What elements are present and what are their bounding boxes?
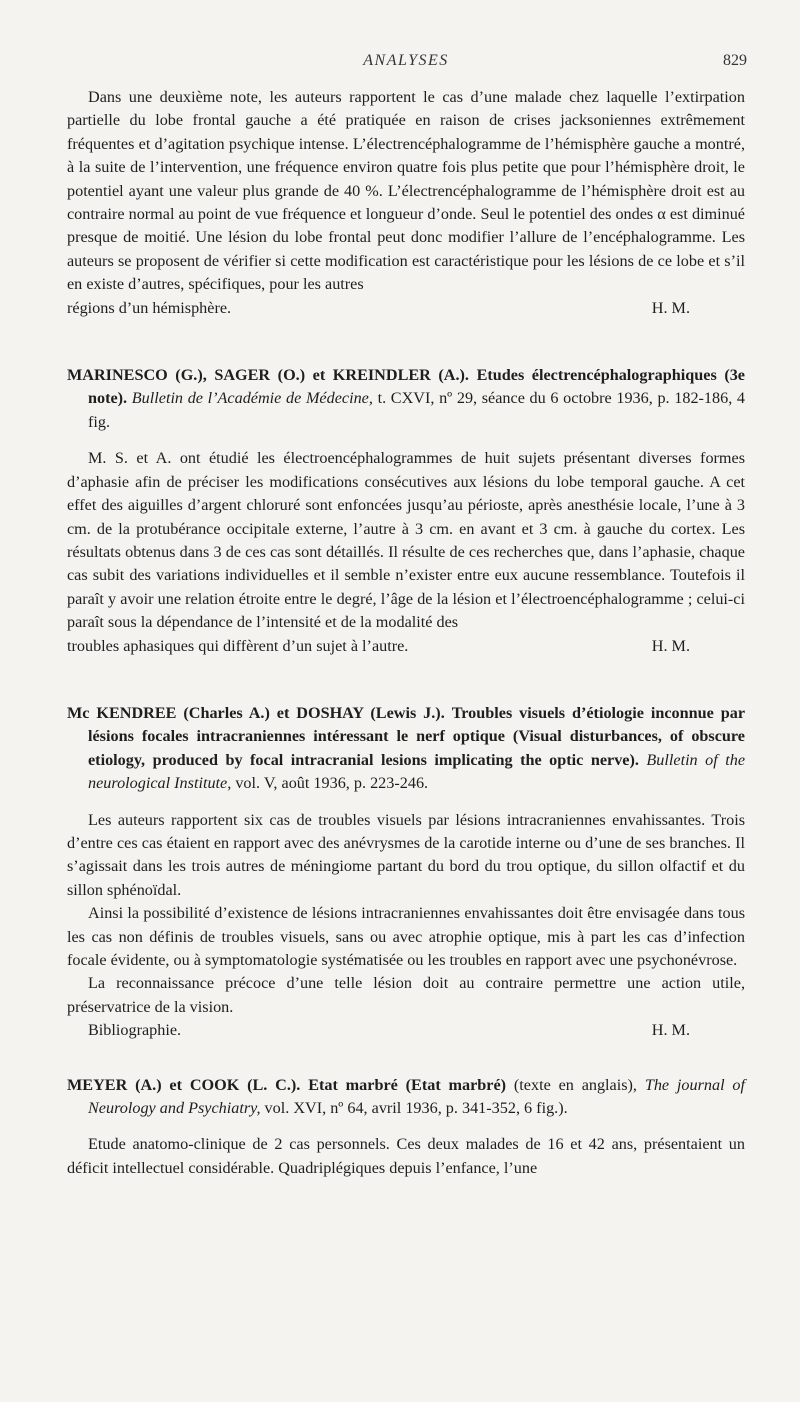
mckendree-signoff [67, 1019, 745, 1042]
running-head [67, 52, 745, 86]
ref-details: vol. V, août 1936, p. 223-246. [235, 774, 429, 793]
ref-title: Etat marbré (Etat marbré) [308, 1075, 507, 1094]
reference-meyer [67, 1074, 745, 1121]
marinesco-signoff [67, 635, 745, 658]
ref-journal: The journal of Neurology and Psychiatry, [88, 1075, 746, 1118]
ref-note: (texte en anglais), [513, 1075, 637, 1094]
ref-authors: MARINESCO (G.), SAGER (O.) et KREINDLER (A.). [67, 366, 469, 385]
reference-marinesco [67, 364, 745, 434]
ref-details: t. CXVI, nº 29, séance du 6 octobre 1936, p. 182-186, 4 fig. [88, 389, 746, 431]
ref-authors: Mc KENDREE (Charles A.) et DOSHAY (Lewis J.). [67, 703, 445, 722]
bibliography-label: Bibliographie. [88, 1021, 182, 1040]
signoff-text: régions d’un hémisphère. [67, 298, 232, 317]
page-number: 829 [723, 52, 747, 69]
running-title: ANALYSES [363, 52, 449, 69]
ref-journal: Bulletin of the neurological Institute, [88, 750, 746, 793]
mckendree-abstract-2: Ainsi la possibilité d’existence de lésions intracraniennes envahissantes doit être envisagée dans tous les cas non définis de troubles visuels, sans ou avec atrophie optique, mis à part les cas d’infection focale évidente, ou à symptomatologie systématisée ou les troubles en rapport avec une psychonévrose. [67, 904, 745, 969]
journal-page [0, 52, 800, 1402]
mckendree-abstract-3: La reconnaissance précoce d’une telle lésion doit au contraire permettre une action utile, préservatrice de la vision. [67, 974, 745, 1016]
ref-title: Troubles visuels d’étiologie inconnue par lésions focales intracraniennes intéressant le nerf optique (Visual disturbances, of obscure etiology, produced by focal intracranial lesions implicating the optic nerve). [88, 703, 746, 769]
ref-title: Etudes électrencéphalographiques (3e note). [88, 366, 745, 408]
first-note-signoff [67, 297, 745, 320]
mckendree-abstract-1: Les auteurs rapportent six cas de troubles visuels par lésions intracraniennes envahissantes. Trois d’entre ces cas étaient en rapport avec des anévrysmes de la carotide interne ou d’une de ses branches. Il s’agissait dans les trois autres de méningiome partant du bord du trou optique, du sillon olfactif et du sillon sphénoïdal. [67, 810, 745, 899]
ref-authors: MEYER (A.) et COOK (L. C.). [67, 1075, 301, 1094]
signoff-text: troubles aphasiques qui diffèrent d’un sujet à l’autre. [67, 636, 409, 655]
signature: H. M. [651, 636, 690, 655]
signature: H. M. [651, 298, 690, 317]
reference-mckendree [67, 702, 745, 796]
signature: H. M. [651, 1021, 690, 1040]
ref-journal: Bulletin de l’Académie de Médecine, [131, 389, 373, 408]
first-note-paragraph: Dans une deuxième note, les auteurs rapportent le cas d’une malade chez laquelle l’extirpation partielle du lobe frontal gauche a été pratiquée en raison de crises jacksoniennes extrêmement fréquentes et d’agitation psychique intense. L’électrencéphalogramme de l’hémisphère gauche a montré, à la suite de l’intervention, une fréquence environ quatre fois plus petite que pour l’hémisphère droit, le potentiel ayant une valeur plus grande de 40 %. L’électrencéphalogramme de l’hémisphère droit est au contraire normal au point de vue fréquence et longueur d’onde. Seul le potentiel des ondes α est diminué presque de moitié. Une lésion du lobe frontal peut donc modifier l’allure de l’encéphalogramme. Les auteurs se proposent de vérifier si cette modification est caractéristique pour les lésions de ce lobe et s’il en existe d’autres, spécifiques, pour les autres [67, 88, 745, 294]
meyer-abstract: Etude anatomo-clinique de 2 cas personnels. Ces deux malades de 16 et 42 ans, présentaient un déficit intellectuel considérable. Quadriplégiques depuis l’enfance, l’une [67, 1135, 745, 1177]
ref-details: vol. XVI, nº 64, avril 1936, p. 341-352, 6 fig.). [264, 1099, 568, 1118]
marinesco-abstract: M. S. et A. ont étudié les électroencéphalogrammes de huit sujets présentant diverses formes d’aphasie afin de préciser les modifications consécutives aux lésions du lobe temporal gauche. A cet effet des aiguilles d’argent chloruré sont enfoncées jusqu’au périoste, après anesthésie locale, l’une à 3 cm. de la protubérance occipitale externe, l’autre à 3 cm. en avant et 3 cm. à gauche du cortex. Les résultats obtenus dans 3 de ces cas sont détaillés. Il résulte de ces recherches que, dans l’aphasie, chaque cas subit des variations individuelles et il semble n’exister entre eux aucune ressemblance. Toutefois il paraît y avoir une relation étroite entre le degré, l’âge de la lésion et l’électroencéphalogramme ; celui-ci paraît sous la dépendance de l’intensité et de la modalité des [67, 449, 745, 632]
